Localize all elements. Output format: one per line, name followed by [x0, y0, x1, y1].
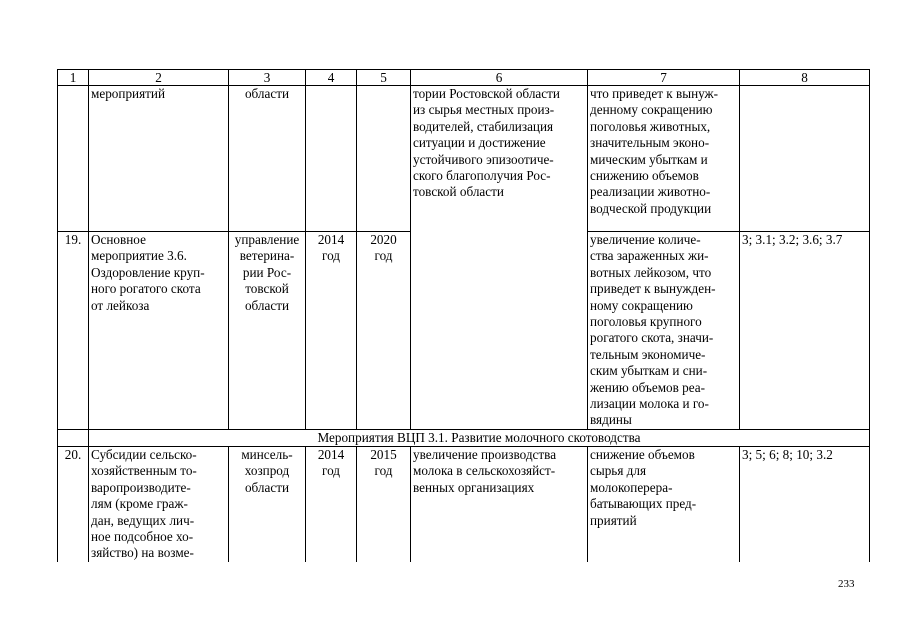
header-cell: 7: [588, 70, 740, 86]
header-cell: 6: [411, 70, 588, 86]
direct-result-cell: тории Ростовской области из сырья местных произ- водителей, стабилизация ситуации и достижение устойчивого эпизоотиче- ского благополучия Рос- товской области: [411, 86, 588, 430]
executor-cell: минсель- хозпрод области: [229, 446, 306, 561]
row-number-cell: 20.: [58, 446, 89, 561]
measures-table: [57, 69, 870, 562]
indicators-cell: 3; 5; 6; 8; 10; 3.2: [740, 446, 870, 561]
header-cell: 8: [740, 70, 870, 86]
section-number-cell: [58, 429, 89, 446]
executor-cell: управление ветерина- рии Рос- товской области: [229, 232, 306, 430]
consequences-cell: что приведет к вынуж- денному сокращению поголовья животных, значительным эконо- мическим убыткам и снижению объемов реализации животно- водческой продукции: [588, 86, 740, 232]
header-cell: 4: [306, 70, 357, 86]
consequences-cell: увеличение количе- ства зараженных жи- вотных лейкозом, что приведет к вынужден- ному сокращению поголовья крупного рогатого скота, значи- тельным экономиче- ским убыткам и сни- жению объемов реа- лизации молока и го- вядины: [588, 232, 740, 430]
page-number: 233: [838, 578, 855, 590]
header-cell: 2: [89, 70, 229, 86]
start-year-cell: 2014 год: [306, 232, 357, 430]
header-cell: 1: [58, 70, 89, 86]
indicators-cell: [740, 86, 870, 232]
header-row: [58, 70, 870, 86]
header-cell: 5: [357, 70, 411, 86]
end-year-cell: 2015 год: [357, 446, 411, 561]
row-number-cell: [58, 86, 89, 232]
measure-name-cell: Субсидии сельско- хозяйственным то- варопроизводите- лям (кроме граж- дан, ведущих лич- ное подсобное хо- зяйство) на возме-: [89, 446, 229, 561]
direct-result-cell: увеличение производства молока в сельскохозяйст- венных организациях: [411, 446, 588, 561]
start-year-cell: [306, 86, 357, 232]
indicators-cell: 3; 3.1; 3.2; 3.6; 3.7: [740, 232, 870, 430]
executor-cell: области: [229, 86, 306, 232]
table-row-20: [58, 446, 870, 561]
measure-name-cell: мероприятий: [89, 86, 229, 232]
consequences-cell: снижение объемов сырья для молокоперера- батывающих пред- приятий: [588, 446, 740, 561]
end-year-cell: 2020 год: [357, 232, 411, 430]
section-row: [58, 429, 870, 446]
start-year-cell: 2014 год: [306, 446, 357, 561]
row-number-cell: 19.: [58, 232, 89, 430]
header-cell: 3: [229, 70, 306, 86]
section-title: Мероприятия ВЦП 3.1. Развитие молочного скотоводства: [89, 429, 870, 446]
table-row-continued: [58, 86, 870, 232]
measure-name-cell: Основное мероприятие 3.6. Оздоровление круп- ного рогатого скота от лейкоза: [89, 232, 229, 430]
end-year-cell: [357, 86, 411, 232]
